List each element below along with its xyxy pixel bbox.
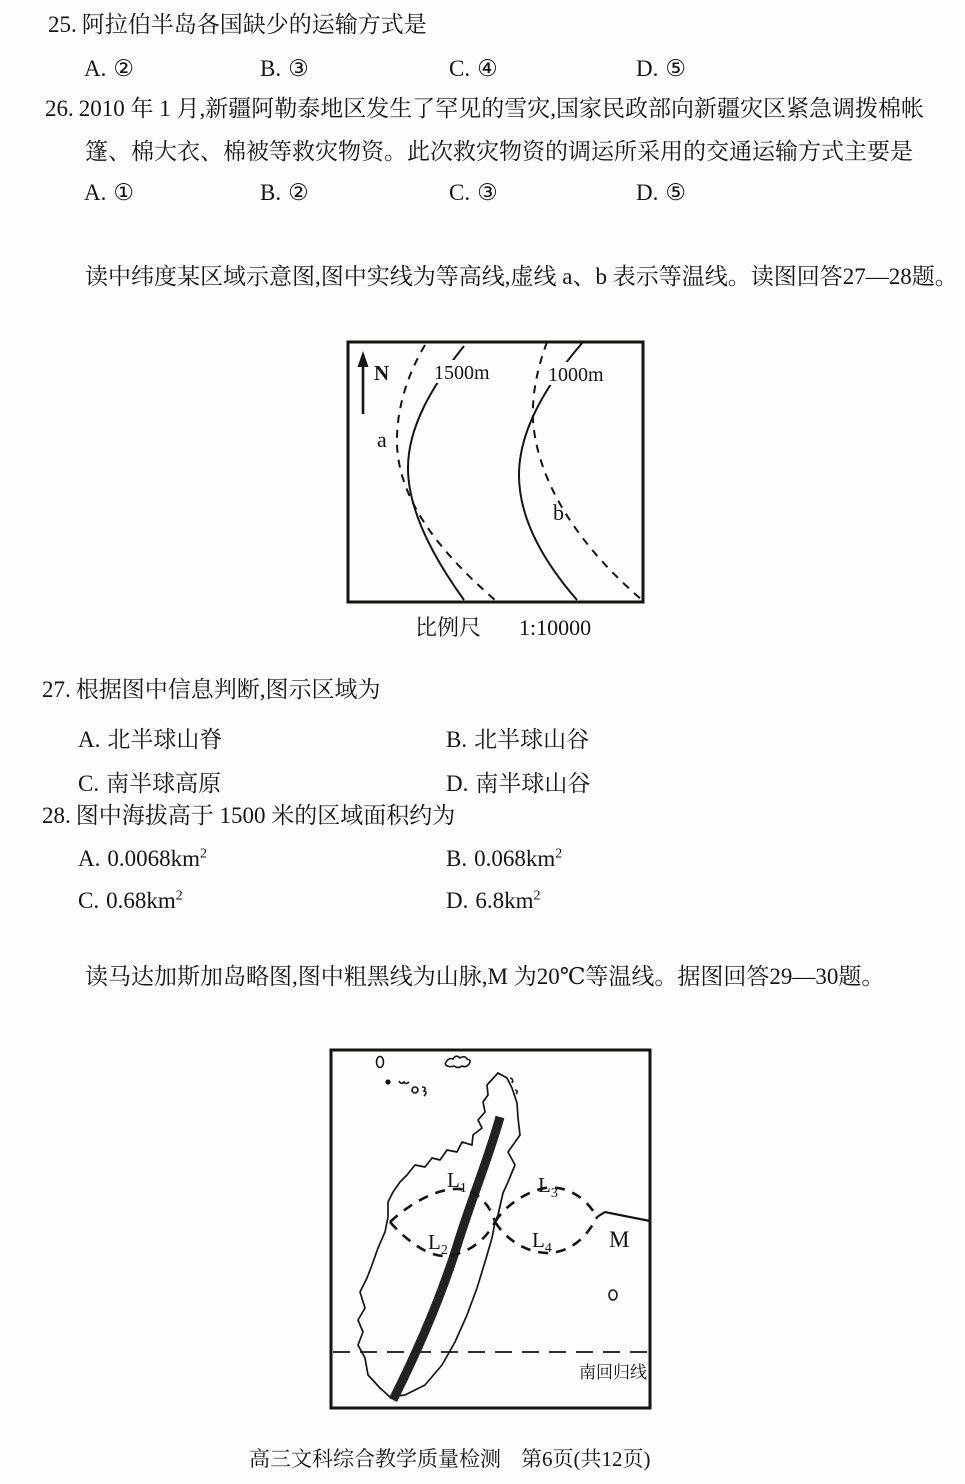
q28-option-d: D. $6.8km^2$ — [446, 888, 541, 913]
q25-option-d: D. ⑤ — [636, 56, 686, 81]
north-arrow-icon — [358, 351, 369, 414]
contour-1000-label: 1000m — [548, 364, 604, 386]
label-l3: $L_3$ — [538, 1173, 558, 1201]
madagascar-map-figure — [329, 1048, 652, 1410]
q28-option-b: B. $0.068km^2$ — [446, 846, 563, 871]
q28-option-c: C. $0.68km^2$ — [78, 888, 183, 913]
question-28-text: 图中海拔高于 1500 米的区域面积约为 — [75, 803, 456, 828]
question-26-line2: 篷、棉大衣、棉被等救灾物资。此次救灾物资的调运所采用的交通运输方式主要是 — [85, 139, 913, 164]
isotherm-lens-lines — [390, 1188, 597, 1256]
footer-page-number: 第6页(共12页) — [521, 1447, 651, 1471]
isotherm-l1-line — [390, 1189, 495, 1222]
q25-option-c: C. ④ — [449, 56, 498, 81]
label-l2: $L_2$ — [428, 1230, 448, 1258]
q27-option-a: A. 北半球山脊 — [78, 727, 223, 752]
question-27-number: 27. — [42, 677, 71, 702]
q27-option-c: C. 南半球高原 — [78, 771, 222, 796]
question-26 — [45, 95, 924, 123]
label-l4: $L_4$ — [532, 1228, 552, 1256]
tropic-label: 南回归线 — [579, 1363, 647, 1382]
question-28 — [42, 802, 455, 830]
isotherm-b-label: b — [553, 500, 564, 525]
scale-value: 1:10000 — [519, 615, 592, 640]
question-25 — [48, 11, 427, 39]
page-footer — [249, 1443, 651, 1473]
isotherm-m-line — [597, 1212, 650, 1221]
scale-label: 比例尺 — [415, 615, 482, 640]
question-26-number: 26. — [45, 96, 74, 121]
intro-madagascar-map: 读马达加斯加岛略图,图中粗黑线为山脉,M 为20℃等温线。据图回答29—30题。 — [85, 964, 885, 989]
isotherm-a-label: a — [377, 427, 387, 452]
q26-option-a: A. ① — [84, 180, 134, 205]
label-m: M — [609, 1227, 630, 1252]
map-scale — [415, 611, 591, 642]
question-28-number: 28. — [42, 803, 71, 828]
q27-option-b: B. 北半球山谷 — [446, 727, 590, 752]
q27-option-d: D. 南半球山谷 — [446, 771, 591, 796]
q25-option-b: B. ③ — [260, 56, 309, 81]
map-border — [331, 1050, 650, 1408]
q26-option-d: D. ⑤ — [636, 180, 686, 205]
small-islands — [377, 1056, 618, 1300]
question-27-text: 根据图中信息判断,图示区域为 — [75, 677, 381, 702]
q28-option-a: A. $0.0068km^2$ — [78, 846, 208, 871]
contour-1500-line — [408, 346, 464, 600]
question-25-number: 25. — [48, 12, 77, 37]
intro-contour-map: 读中纬度某区域示意图,图中实线为等高线,虚线 a、b 表示等温线。读图回答27—28题。 — [85, 264, 958, 289]
label-l1: $L_1$ — [447, 1168, 467, 1196]
q26-option-b: B. ② — [260, 180, 309, 205]
contour-1500-label: 1500m — [434, 362, 490, 384]
question-27 — [42, 676, 381, 704]
question-25-text: 阿拉伯半岛各国缺少的运输方式是 — [81, 12, 427, 37]
q25-option-a: A. ② — [84, 56, 134, 81]
q26-option-c: C. ③ — [449, 180, 498, 205]
contour-map-figure — [346, 340, 645, 604]
north-label: N — [374, 361, 390, 385]
footer-title: 高三文科综合教学质量检测 — [249, 1447, 501, 1471]
question-26-line1: 2010 年 1 月,新疆阿勒泰地区发生了罕见的雪灾,国家民政部向新疆灾区紧急调拨棉帐 — [78, 96, 924, 121]
